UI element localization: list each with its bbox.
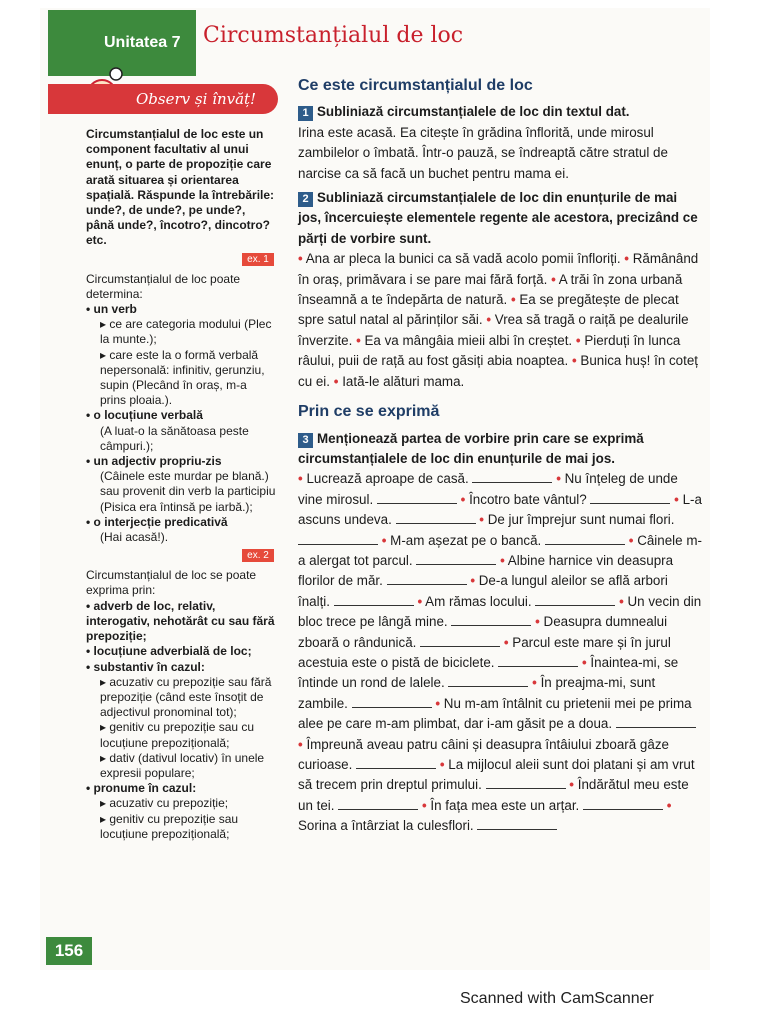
- answer-blank[interactable]: [472, 472, 552, 483]
- expr-pron-b: ▸ genitiv cu prepoziție sau locuțiune prepozițională;: [100, 811, 239, 841]
- t3-p3: Încotro bate vântul?: [469, 491, 587, 507]
- task-1-title: Subliniază circumstanțialele de loc din textul dat.: [317, 104, 630, 120]
- t3-p12: Deasupra dumnealui zboară o rândunică.: [298, 614, 668, 650]
- det-verb: • un verb: [86, 302, 137, 317]
- t2-s4: Ea se pregătește de plecat spre satul natal al părinților săi.: [298, 292, 679, 328]
- det-interj-ex: (Hai acasă!).: [100, 530, 169, 545]
- scanner-watermark: Scanned with CamScanner: [460, 990, 654, 1007]
- det-verb-b: ▸ care este la o formă verbală nepersonală: infinitiv, gerunziu, supin (Plecând în oraș, m-a prins ploaia.).: [100, 347, 265, 408]
- t3-p19: Îndărătul meu este un tei.: [298, 777, 689, 813]
- answer-blank[interactable]: [352, 697, 432, 708]
- answer-blank[interactable]: [396, 513, 476, 524]
- answer-blank[interactable]: [590, 493, 670, 504]
- t3-p5: De jur împrejur sunt numai flori.: [487, 512, 675, 528]
- answer-blank[interactable]: [420, 636, 500, 647]
- ex2-badge: ex. 2: [242, 549, 274, 562]
- det-interj: • o interjecție predicativă: [86, 514, 228, 529]
- t3-p9: De-a lungul aleilor se află arbori înalți.: [298, 573, 668, 609]
- answer-blank[interactable]: [377, 493, 457, 504]
- page-number: 156: [46, 937, 92, 965]
- task-3-number: 3: [298, 433, 313, 448]
- det-loc: • o locuțiune verbală: [86, 408, 203, 423]
- expr-subst-a: ▸ acuzativ cu prepoziție sau fără prepoziție (când este însoțit de adjectivul pronominal tot);: [100, 674, 272, 720]
- answer-blank[interactable]: [298, 534, 378, 545]
- expr-subst-b: ▸ genitiv cu prepoziție sau cu locuțiune prepozițională;: [100, 720, 255, 750]
- det-loc-ex: (A luat-o la sănătoasa peste câmpuri.);: [100, 423, 249, 453]
- section-heading-what: Ce este circumstanțialul de loc: [298, 77, 533, 94]
- t2-s5: Vrea să tragă o raiță pe dealurile înverzite.: [298, 312, 689, 348]
- answer-blank[interactable]: [387, 574, 467, 585]
- answer-blank[interactable]: [334, 595, 414, 606]
- t2-s7: Pierduți în lunca râului, puii de rață au fost găsiți abia noaptea.: [298, 332, 681, 369]
- t3-p11: Un vecin din bloc trece pe lângă mine.: [298, 593, 702, 630]
- task-3-sentences: • Lucrează aproape de casă. • Nu înțeleg de unde vine mirosul. • Încotro bate vântul? • L-a ascuns undeva. • De jur împrejur sunt numai flori. • M-am așezat pe o bancă. • Câinele m-a alergat tot parcul. • Albine harnice vin deasupra florilor de măr. • De-a lungul aleilor se află arbori înalți. • Am rămas locului. • Un vecin din bloc trece pe lângă mine. • Deasupra dumnealui zboară o rândunică. • Parcul este mare și în jurul acestuia este o pistă de biciclete. • Înaintea-mi, se întinde un rond de lalele. • În preajma-mi, sunt zambile. • Nu m-am întâlnit cu prietenii mei pe prima alee pe care m-am plimbat, dar i-am găsit pe a doua. • Împreună aveau patru câini și deasupra întâiului zboară gâze curioase. • La mijlocul aleii sunt doi platani și am vrut să trecem prin dreptul primului. • Îndărătul meu este un tei. • În fața mea este un arțar. • Sorina a întârziat la culesflori.: [298, 471, 702, 834]
- expr-pron-a: ▸ acuzativ cu prepoziție;: [100, 796, 229, 811]
- exercise-column: [298, 76, 703, 837]
- observ-banner-text: Observ și învăț!: [136, 90, 257, 108]
- det-adj-ex: (Câinele este murdar pe blană.) sau provenit din verb la participiu (Pisica era întinsă pe iarbă.);: [100, 469, 276, 514]
- t2-s2: Rămânând în oraș, primăvara i se pare mai fără forță.: [298, 251, 699, 287]
- t2-s8: Bunica huș! în coteț cu ei.: [298, 353, 699, 389]
- t3-p6: M-am așezat pe o bancă.: [390, 532, 542, 548]
- t3-p14: Înaintea-mi, se întinde un rond de lalele.: [298, 654, 679, 691]
- expr-subst: • substantiv în cazul:: [86, 659, 205, 674]
- expr-subst-c: ▸ dativ (dativul locativ) în unele expresii populare;: [100, 750, 265, 780]
- t2-s3: A trăi în zona urbană înseamnă a te îndepărta de natură.: [298, 271, 683, 308]
- t2-s9: Iată-le alături mama.: [342, 373, 465, 389]
- t3-p16: Nu m-am întâlnit cu prietenii mei pe prima alee pe care m-am plimbat, dar i-am găsit pe a doua.: [298, 695, 692, 732]
- definition-text: Circumstanțialul de loc este un component facultativ al unui enunț, o parte de propoziție care arată situarea și orientarea spațială. Răspunde la întrebările: unde?, de unde?, pe unde?, până unde?, încotro?, dincotro? etc.: [86, 127, 275, 248]
- answer-blank[interactable]: [583, 799, 663, 810]
- t3-p8: Albine harnice vin deasupra florilor de măr.: [298, 552, 674, 589]
- theory-sidebar: [86, 127, 276, 842]
- det-verb-a: ▸ ce are categoria modului (Plec la munte.);: [100, 317, 272, 347]
- t3-p15: În preajma-mi, sunt zambile.: [298, 675, 656, 711]
- t3-p2: Nu înțeleg de unde vine mirosul.: [298, 471, 678, 507]
- answer-blank[interactable]: [477, 819, 557, 830]
- task-2-sentences: • Ana ar pleca la bunici ca să vadă acolo pomii înfloriți. • Rămânând în oraș, primăvara i se pare mai fără forță. • A trăi în zona urbană înseamnă a te îndepărta de natură. • Ea se pregătește de plecat spre satul natal al părinților săi. • Vrea să tragă o raiță pe dealurile înverzite. • Ea va mângâia mieii albi în creștet. • Pierduți în lunca râului, puii de rață au fost găsiți abia noaptea. • Bunica huș! în coteț cu ei. • Iată-le alături mama.: [298, 251, 699, 389]
- answer-blank[interactable]: [448, 676, 528, 687]
- answer-blank[interactable]: [338, 799, 418, 810]
- answer-blank[interactable]: [416, 554, 496, 565]
- t3-p21: Sorina a întârziat la culesflori.: [298, 818, 474, 834]
- task-3-title: Menționează partea de vorbire prin care se exprimă circumstanțialele de loc din enunțurile de mai jos.: [298, 430, 644, 466]
- task-2: [298, 188, 703, 249]
- answer-blank[interactable]: [535, 595, 615, 606]
- task-1-text: Irina este acasă. Ea citește în grădina înflorită, unde mirosul zambilelor o îmbată. Într-o pauză, se îndreaptă către stratul de narcise ca să facă un buchet pentru mama ei.: [298, 124, 668, 181]
- ex1-badge: ex. 1: [242, 253, 274, 266]
- expr-locadv: • locuțiune adverbială de loc;: [86, 644, 252, 659]
- answer-blank[interactable]: [616, 717, 696, 728]
- det-adj: • un adjectiv propriu-zis: [86, 454, 222, 469]
- unit-label: Unitatea 7: [104, 34, 181, 51]
- t3-p20: În fața mea este un arțar.: [430, 797, 580, 813]
- answer-blank[interactable]: [356, 758, 436, 769]
- t3-p17: Împreună aveau patru câini și deasupra întâiului zboară gâze curioase.: [298, 736, 669, 772]
- t2-s1: Ana ar pleca la bunici ca să vadă acolo pomii înfloriți.: [305, 251, 621, 267]
- expr-adv: • adverb de loc, relativ, interogativ, nehotărât cu sau fără prepoziție;: [86, 598, 275, 644]
- answer-blank[interactable]: [545, 534, 625, 545]
- task-2-title: Subliniază circumstanțialele de loc din enunțurile de mai jos, încercuiește elementele regente ale acestora, precizând ce părți de vorbire sunt.: [298, 190, 698, 246]
- task-3: [298, 429, 703, 470]
- answer-blank[interactable]: [486, 778, 566, 789]
- determines-title: Circumstanțialul de loc poate determina:: [86, 271, 241, 301]
- answer-blank[interactable]: [451, 615, 531, 626]
- t2-s6: Ea va mângâia mieii albi în creștet.: [364, 332, 573, 348]
- task-1-number: 1: [298, 106, 313, 121]
- page-title: Circumstanțialul de loc: [203, 23, 464, 48]
- expressed-title: Circumstanțialul de loc se poate exprima prin:: [86, 568, 257, 598]
- task-2-number: 2: [298, 192, 313, 207]
- t3-p7: Câinele m-a alergat tot parcul.: [298, 532, 702, 568]
- t3-p10: Am rămas locului.: [425, 593, 532, 609]
- observ-banner: [48, 84, 278, 114]
- t3-p4: L-a ascuns undeva.: [298, 491, 702, 528]
- t3-p13: Parcul este mare și în jurul acestuia este o pistă de biciclete.: [298, 634, 671, 670]
- t3-p18: La mijlocul aleii sunt doi platani și am vrut să trecem prin dreptul primului.: [298, 757, 695, 793]
- section-heading-expressed: Prin ce se exprimă: [298, 403, 440, 421]
- t3-p1: Lucrează aproape de casă.: [306, 471, 469, 487]
- expr-pron: • pronume în cazul:: [86, 781, 197, 796]
- answer-blank[interactable]: [498, 656, 578, 667]
- task-1: [298, 102, 703, 122]
